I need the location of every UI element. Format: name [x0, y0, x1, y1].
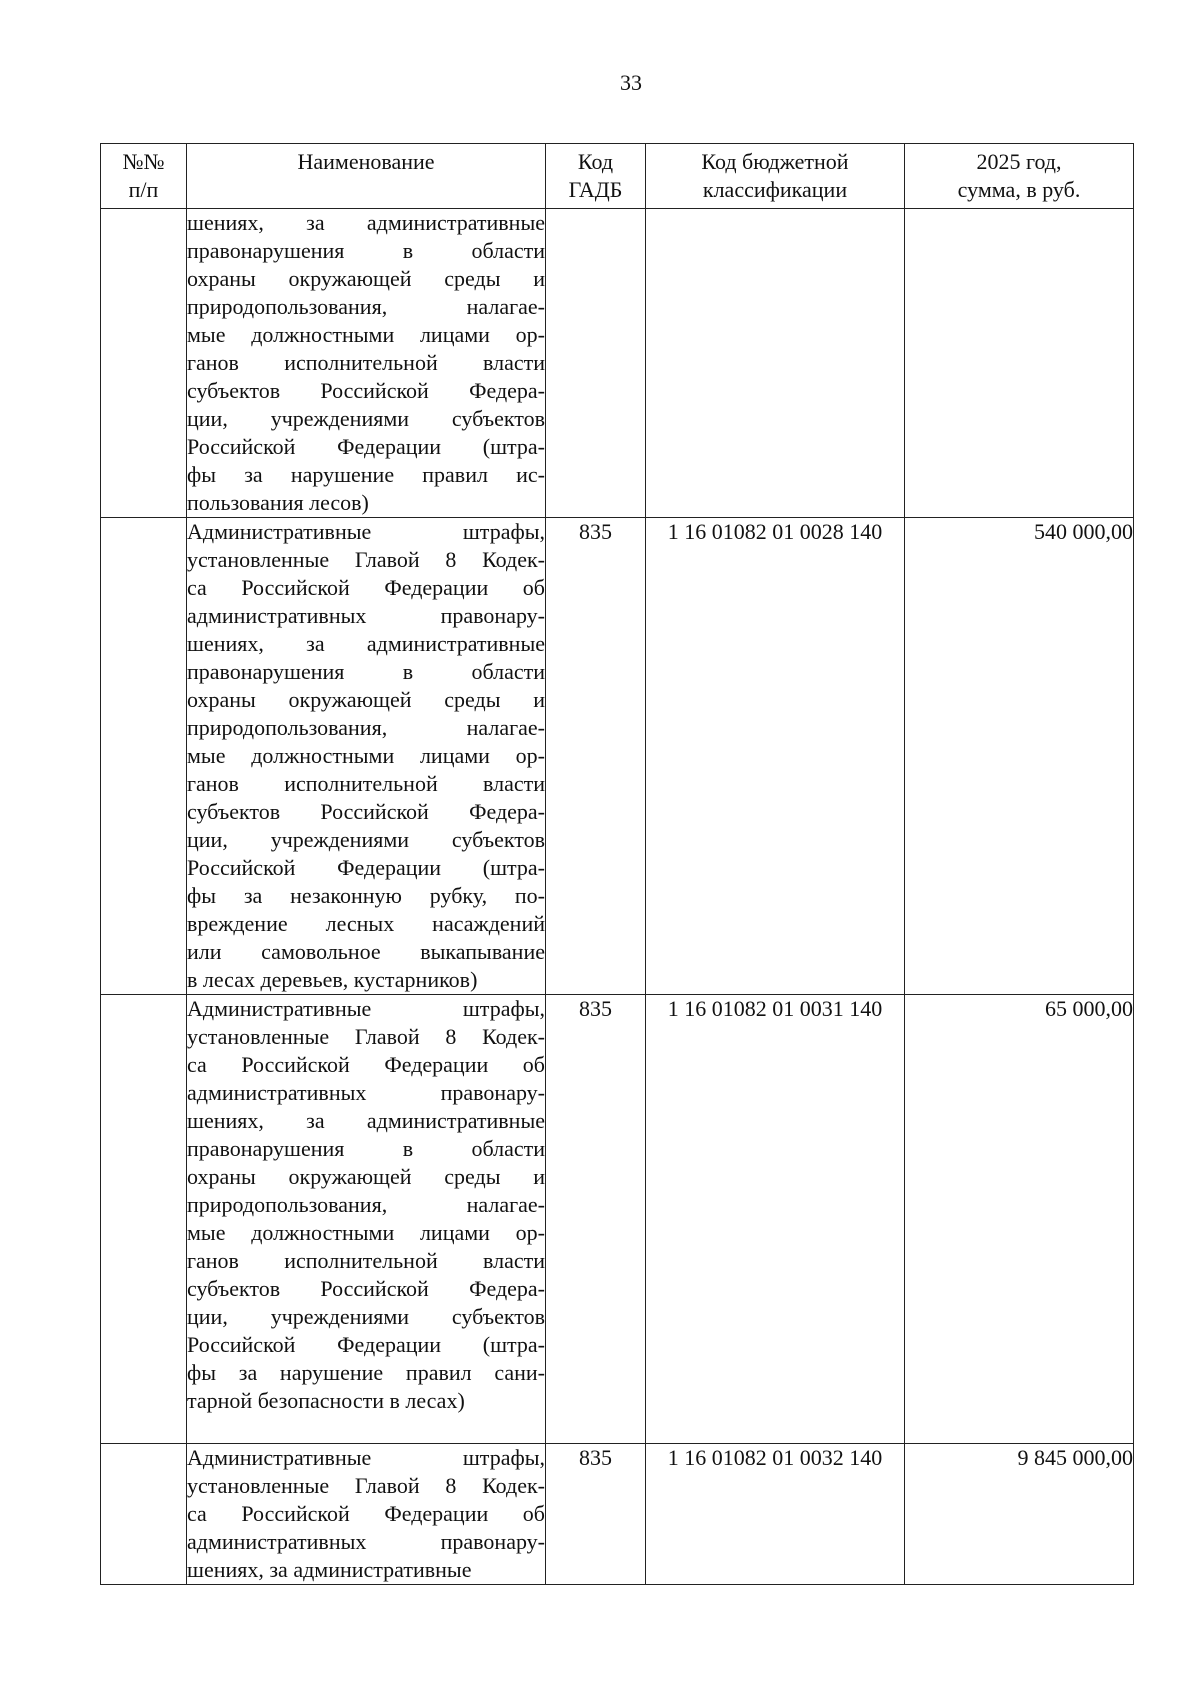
- header-sum-line-2: сумма, в руб.: [957, 177, 1081, 202]
- header-code-line-2: классификации: [702, 177, 848, 202]
- header-num-line-2: п/п: [128, 177, 159, 202]
- cell-num: [101, 518, 187, 995]
- name-line: шениях, за административные: [187, 1108, 545, 1133]
- name-line: в лесах деревьев, кустарников): [187, 967, 478, 992]
- table-row: [101, 995, 1134, 1444]
- cell-num: [101, 209, 187, 518]
- table-row: [101, 209, 1134, 518]
- name-line: природопользования, налагае-: [187, 715, 545, 740]
- cell-name: [187, 1444, 546, 1585]
- cell-num: [101, 995, 187, 1444]
- name-line: ганов исполнительной власти: [187, 1248, 545, 1273]
- cell-name: [187, 518, 546, 995]
- name-line: или самовольное выкапывание: [187, 939, 545, 964]
- cell-gadb: [546, 209, 646, 518]
- name-line: фы за нарушение правил ис-: [187, 462, 545, 487]
- name-line: административных правонару-: [187, 1529, 545, 1554]
- name-line: ганов исполнительной власти: [187, 771, 545, 796]
- name-line: установленные Главой 8 Кодек-: [187, 547, 545, 572]
- name-line: шениях, за административные: [187, 210, 545, 235]
- name-line: правонарушения в области: [187, 1136, 545, 1161]
- table-row: [101, 518, 1134, 995]
- name-line: са Российской Федерации об: [187, 575, 545, 600]
- budget-revenue-table: [100, 143, 1134, 1585]
- header-num-line-1: №№: [122, 149, 165, 174]
- header-gadb-line-1: Код: [577, 149, 614, 174]
- header-gadb-line-2: ГАДБ: [568, 177, 623, 202]
- cell-budget-code: 1 16 01082 01 0028 140: [646, 518, 905, 995]
- name-line: Российской Федерации (штра-: [187, 434, 545, 459]
- name-line: правонарушения в области: [187, 659, 545, 684]
- name-line: мые должностными лицами ор-: [187, 1220, 545, 1245]
- cell-budget-code: [646, 209, 905, 518]
- header-code-line-1: Код бюджетной: [701, 149, 849, 174]
- name-line: административных правонару-: [187, 1080, 545, 1105]
- name-line: ции, учреждениями субъектов: [187, 406, 545, 431]
- table-row: [101, 1444, 1134, 1585]
- cell-name: [187, 995, 546, 1444]
- name-line: природопользования, налагае-: [187, 1192, 545, 1217]
- cell-budget-code: 1 16 01082 01 0031 140: [646, 995, 905, 1444]
- name-line: ции, учреждениями субъектов: [187, 1304, 545, 1329]
- name-line: Административные штрафы,: [187, 519, 545, 544]
- name-line: субъектов Российской Федера-: [187, 378, 545, 403]
- cell-gadb: 835: [546, 1444, 646, 1585]
- cell-budget-code: 1 16 01082 01 0032 140: [646, 1444, 905, 1585]
- name-line: Административные штрафы,: [187, 996, 545, 1021]
- name-line: охраны окружающей среды и: [187, 266, 545, 291]
- name-line: Российской Федерации (штра-: [187, 1332, 545, 1357]
- name-line: мые должностными лицами ор-: [187, 743, 545, 768]
- name-line: ции, учреждениями субъектов: [187, 827, 545, 852]
- name-line: мые должностными лицами ор-: [187, 322, 545, 347]
- name-line: природопользования, налагае-: [187, 294, 545, 319]
- page-number: 33: [620, 70, 642, 95]
- name-line: охраны окружающей среды и: [187, 687, 545, 712]
- name-line: са Российской Федерации об: [187, 1052, 545, 1077]
- cell-sum: [905, 209, 1134, 518]
- cell-sum: 9 845 000,00: [905, 1444, 1134, 1585]
- name-line: субъектов Российской Федера-: [187, 799, 545, 824]
- header-name: [187, 144, 546, 209]
- header-sum-line-1: 2025 год,: [976, 149, 1062, 174]
- header-num: [101, 144, 187, 209]
- name-line: шениях, за административные: [187, 1557, 472, 1582]
- header-name-line-1: Наименование: [297, 149, 435, 174]
- header-gadb: [546, 144, 646, 209]
- name-line: Административные штрафы,: [187, 1445, 545, 1470]
- name-line: Российской Федерации (штра-: [187, 855, 545, 880]
- name-line: установленные Главой 8 Кодек-: [187, 1024, 545, 1049]
- name-line: административных правонару-: [187, 603, 545, 628]
- cell-gadb: 835: [546, 995, 646, 1444]
- name-line: установленные Главой 8 Кодек-: [187, 1473, 545, 1498]
- cell-gadb: 835: [546, 518, 646, 995]
- name-line: тарной безопасности в лесах): [187, 1388, 465, 1413]
- cell-sum: 65 000,00: [905, 995, 1134, 1444]
- name-line: фы за нарушение правил сани-: [187, 1360, 545, 1385]
- header-sum: [905, 144, 1134, 209]
- name-line: са Российской Федерации об: [187, 1501, 545, 1526]
- cell-sum: 540 000,00: [905, 518, 1134, 995]
- name-line: шениях, за административные: [187, 631, 545, 656]
- name-line: пользования лесов): [187, 490, 369, 515]
- name-line: охраны окружающей среды и: [187, 1164, 545, 1189]
- name-line: субъектов Российской Федера-: [187, 1276, 545, 1301]
- table-header-row: [101, 144, 1134, 209]
- name-line: ганов исполнительной власти: [187, 350, 545, 375]
- cell-name: [187, 209, 546, 518]
- name-line: фы за незаконную рубку, по-: [187, 883, 545, 908]
- header-code: [646, 144, 905, 209]
- name-line: вреждение лесных насаждений: [187, 911, 545, 936]
- name-line: правонарушения в области: [187, 238, 545, 263]
- cell-num: [101, 1444, 187, 1585]
